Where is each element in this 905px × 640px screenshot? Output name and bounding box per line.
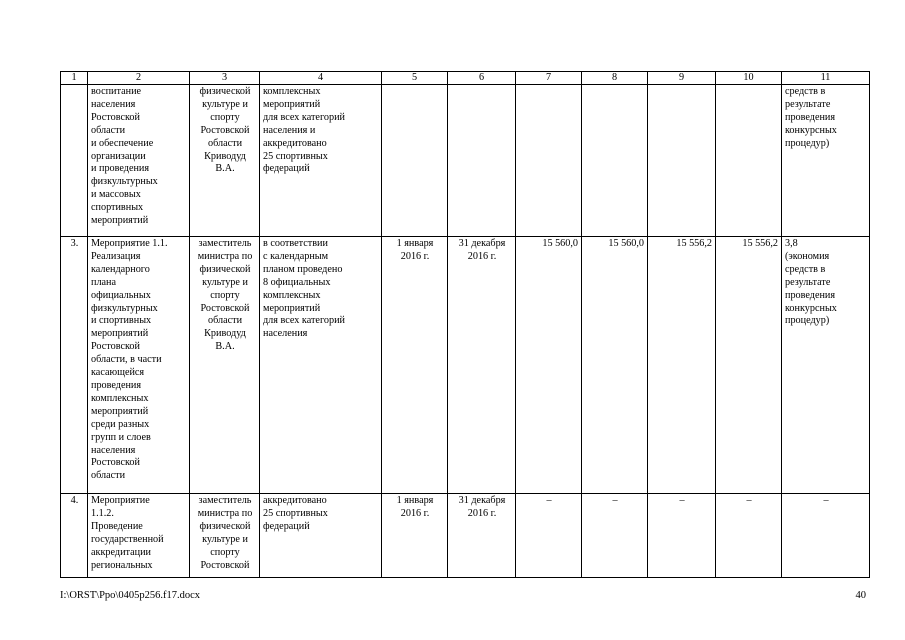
end-date: 31 декабря 2016 г. [448, 237, 516, 494]
header-cell: 3 [190, 72, 260, 85]
header-cell: 8 [582, 72, 648, 85]
value-col-7 [516, 85, 582, 237]
header-cell: 7 [516, 72, 582, 85]
file-path: I:\ORST\Ppo\0405p256.f17.docx [60, 590, 201, 601]
value-col-10: 15 556,2 [716, 237, 782, 494]
events-table [60, 71, 870, 578]
header-cell: 10 [716, 72, 782, 85]
row-number: 3. [61, 237, 88, 494]
start-date [382, 85, 448, 237]
value-col-8: 15 560,0 [582, 237, 648, 494]
table-row [61, 85, 870, 237]
start-date: 1 января 2016 г. [382, 237, 448, 494]
page-number: 40 [855, 590, 866, 601]
value-col-7: 15 560,0 [516, 237, 582, 494]
value-col-8 [582, 85, 648, 237]
value-col-10 [716, 85, 782, 237]
responsible-person: заместитель министра по физической культуре и спорту Ростовской [190, 494, 260, 578]
responsible-person: физической культуре и спорту Ростовской области Криводуд В.А. [190, 85, 260, 237]
event-name: Мероприятие 1.1. Реализация календарного плана официальных физкультурных и спортивных мероприятий Ростовской области, в части касающейся проведения комплексных мероприятий среди разных групп и слоев населения Ростовской области [88, 237, 190, 494]
note: 3,8 (экономия средств в результате проведения конкурсных процедур) [782, 237, 870, 494]
header-cell: 6 [448, 72, 516, 85]
row-number [61, 85, 88, 237]
value-col-9: – [648, 494, 716, 578]
note: – [782, 494, 870, 578]
value-col-9 [648, 85, 716, 237]
value-col-8: – [582, 494, 648, 578]
row-number: 4. [61, 494, 88, 578]
header-cell: 9 [648, 72, 716, 85]
value-col-10: – [716, 494, 782, 578]
value-col-9: 15 556,2 [648, 237, 716, 494]
note: средств в результате проведения конкурсных процедур) [782, 85, 870, 237]
header-cell: 1 [61, 72, 88, 85]
header-cell: 4 [260, 72, 382, 85]
event-result: аккредитовано 25 спортивных федераций [260, 494, 382, 578]
event-result: в соответствии с календарным планом проведено 8 официальных комплексных мероприятий для всех категорий населения [260, 237, 382, 494]
header-row [61, 72, 870, 85]
end-date: 31 декабря 2016 г. [448, 494, 516, 578]
start-date: 1 января 2016 г. [382, 494, 448, 578]
responsible-person: заместитель министра по физической культуре и спорту Ростовской области Криводуд В.А. [190, 237, 260, 494]
event-name: воспитание населения Ростовской области и обеспечение организации и проведения физкультурных и массовых спортивных мероприятий [88, 85, 190, 237]
header-cell: 5 [382, 72, 448, 85]
header-cell: 11 [782, 72, 870, 85]
header-cell: 2 [88, 72, 190, 85]
value-col-7: – [516, 494, 582, 578]
table-row [61, 494, 870, 578]
table-row [61, 237, 870, 494]
event-name: Мероприятие 1.1.2. Проведение государственной аккредитации региональных [88, 494, 190, 578]
event-result: комплексных мероприятий для всех категорий населения и аккредитовано 25 спортивных федераций [260, 85, 382, 237]
end-date [448, 85, 516, 237]
